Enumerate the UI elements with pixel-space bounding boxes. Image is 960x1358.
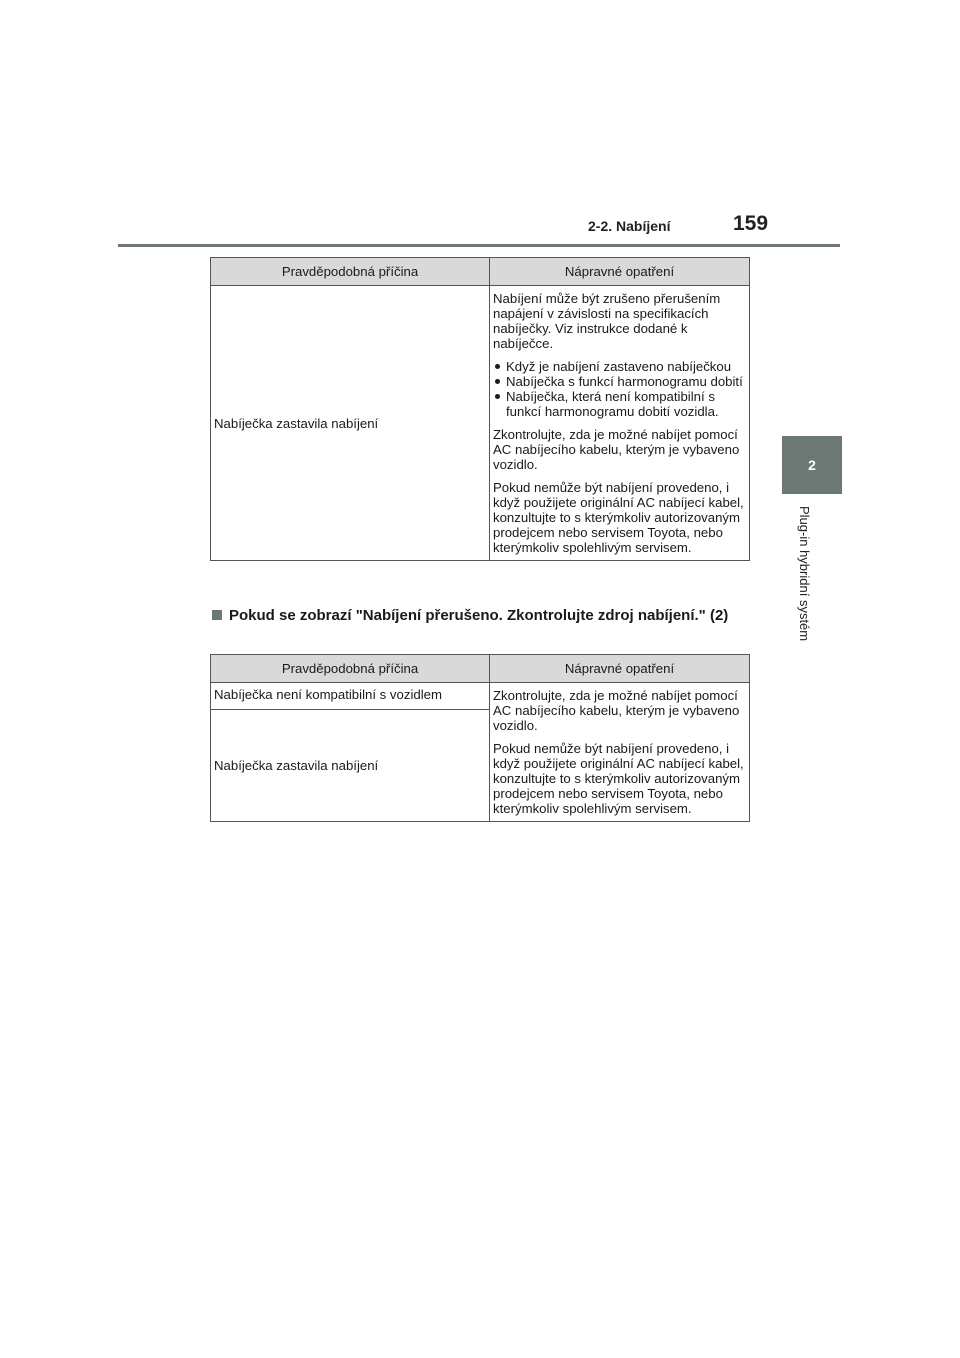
chapter-number: 2 <box>808 457 816 473</box>
section-title: 2-2. Nabíjení <box>588 218 671 234</box>
remedy-dealer: Pokud nemůže být nabíjení provedeno, i když použijete originální AC nabíjecí kabel, konzultujte to s kterýmkoliv autorizovaným prodejcem nebo servisem Toyota, nebo kterýmkoliv spolehlivým servisem. <box>493 480 744 555</box>
header-rule <box>118 244 840 247</box>
remedy-intro: Nabíjení může být zrušeno přerušením napájení v závislosti na specifikacích nabíječky. Viz instrukce dodané k nabíječce. <box>493 291 721 351</box>
chapter-tab <box>782 436 842 494</box>
section-heading-text: Pokud se zobrazí "Nabíjení přerušeno. Zkontrolujte zdroj nabíjení." (2) <box>229 607 729 624</box>
section-heading <box>212 604 762 628</box>
table-header-row <box>211 655 750 683</box>
chapter-label: Plug-in hybridní systém <box>797 506 812 642</box>
table-row <box>211 683 750 710</box>
list-item: Nabíječka, která není kompatibilní s funkcí harmonogramu dobití vozidla. <box>493 389 746 419</box>
remedy-cell <box>490 286 750 561</box>
page-number: 159 <box>733 212 769 235</box>
table-row <box>211 286 750 561</box>
remedy-cell <box>490 683 750 822</box>
header-cause: Pravděpodobná příčina <box>211 655 490 683</box>
table-causes-1 <box>210 257 750 561</box>
header-cause: Pravděpodobná příčina <box>211 258 490 286</box>
remedy-bullet-list <box>493 359 746 419</box>
remedy-dealer: Pokud nemůže být nabíjení provedeno, i když použijete originální AC nabíjecí kabel, konzultujte to s kterýmkoliv autorizovaným prodejcem nebo servisem Toyota, nebo kterýmkoliv spolehlivým servisem. <box>493 741 744 816</box>
table-header-row <box>211 258 750 286</box>
header-remedy: Nápravné opatření <box>490 655 750 683</box>
header-remedy: Nápravné opatření <box>490 258 750 286</box>
cause-cell: Nabíječka zastavila nabíjení <box>211 286 490 561</box>
list-item: Když je nabíjení zastaveno nabíječkou <box>493 359 746 374</box>
cause-cell: Nabíječka zastavila nabíjení <box>211 710 490 822</box>
remedy-check: Zkontrolujte, zda je možné nabíjet pomocí AC nabíjecího kabelu, kterým je vybaveno vozidlo. <box>493 688 740 733</box>
list-item: Nabíječka s funkcí harmonogramu dobití <box>493 374 746 389</box>
cause-cell: Nabíječka není kompatibilní s vozidlem <box>211 683 490 710</box>
table-causes-2 <box>210 654 750 822</box>
square-bullet-icon <box>212 610 222 620</box>
remedy-check: Zkontrolujte, zda je možné nabíjet pomocí AC nabíjecího kabelu, kterým je vybaveno vozidlo. <box>493 427 740 472</box>
